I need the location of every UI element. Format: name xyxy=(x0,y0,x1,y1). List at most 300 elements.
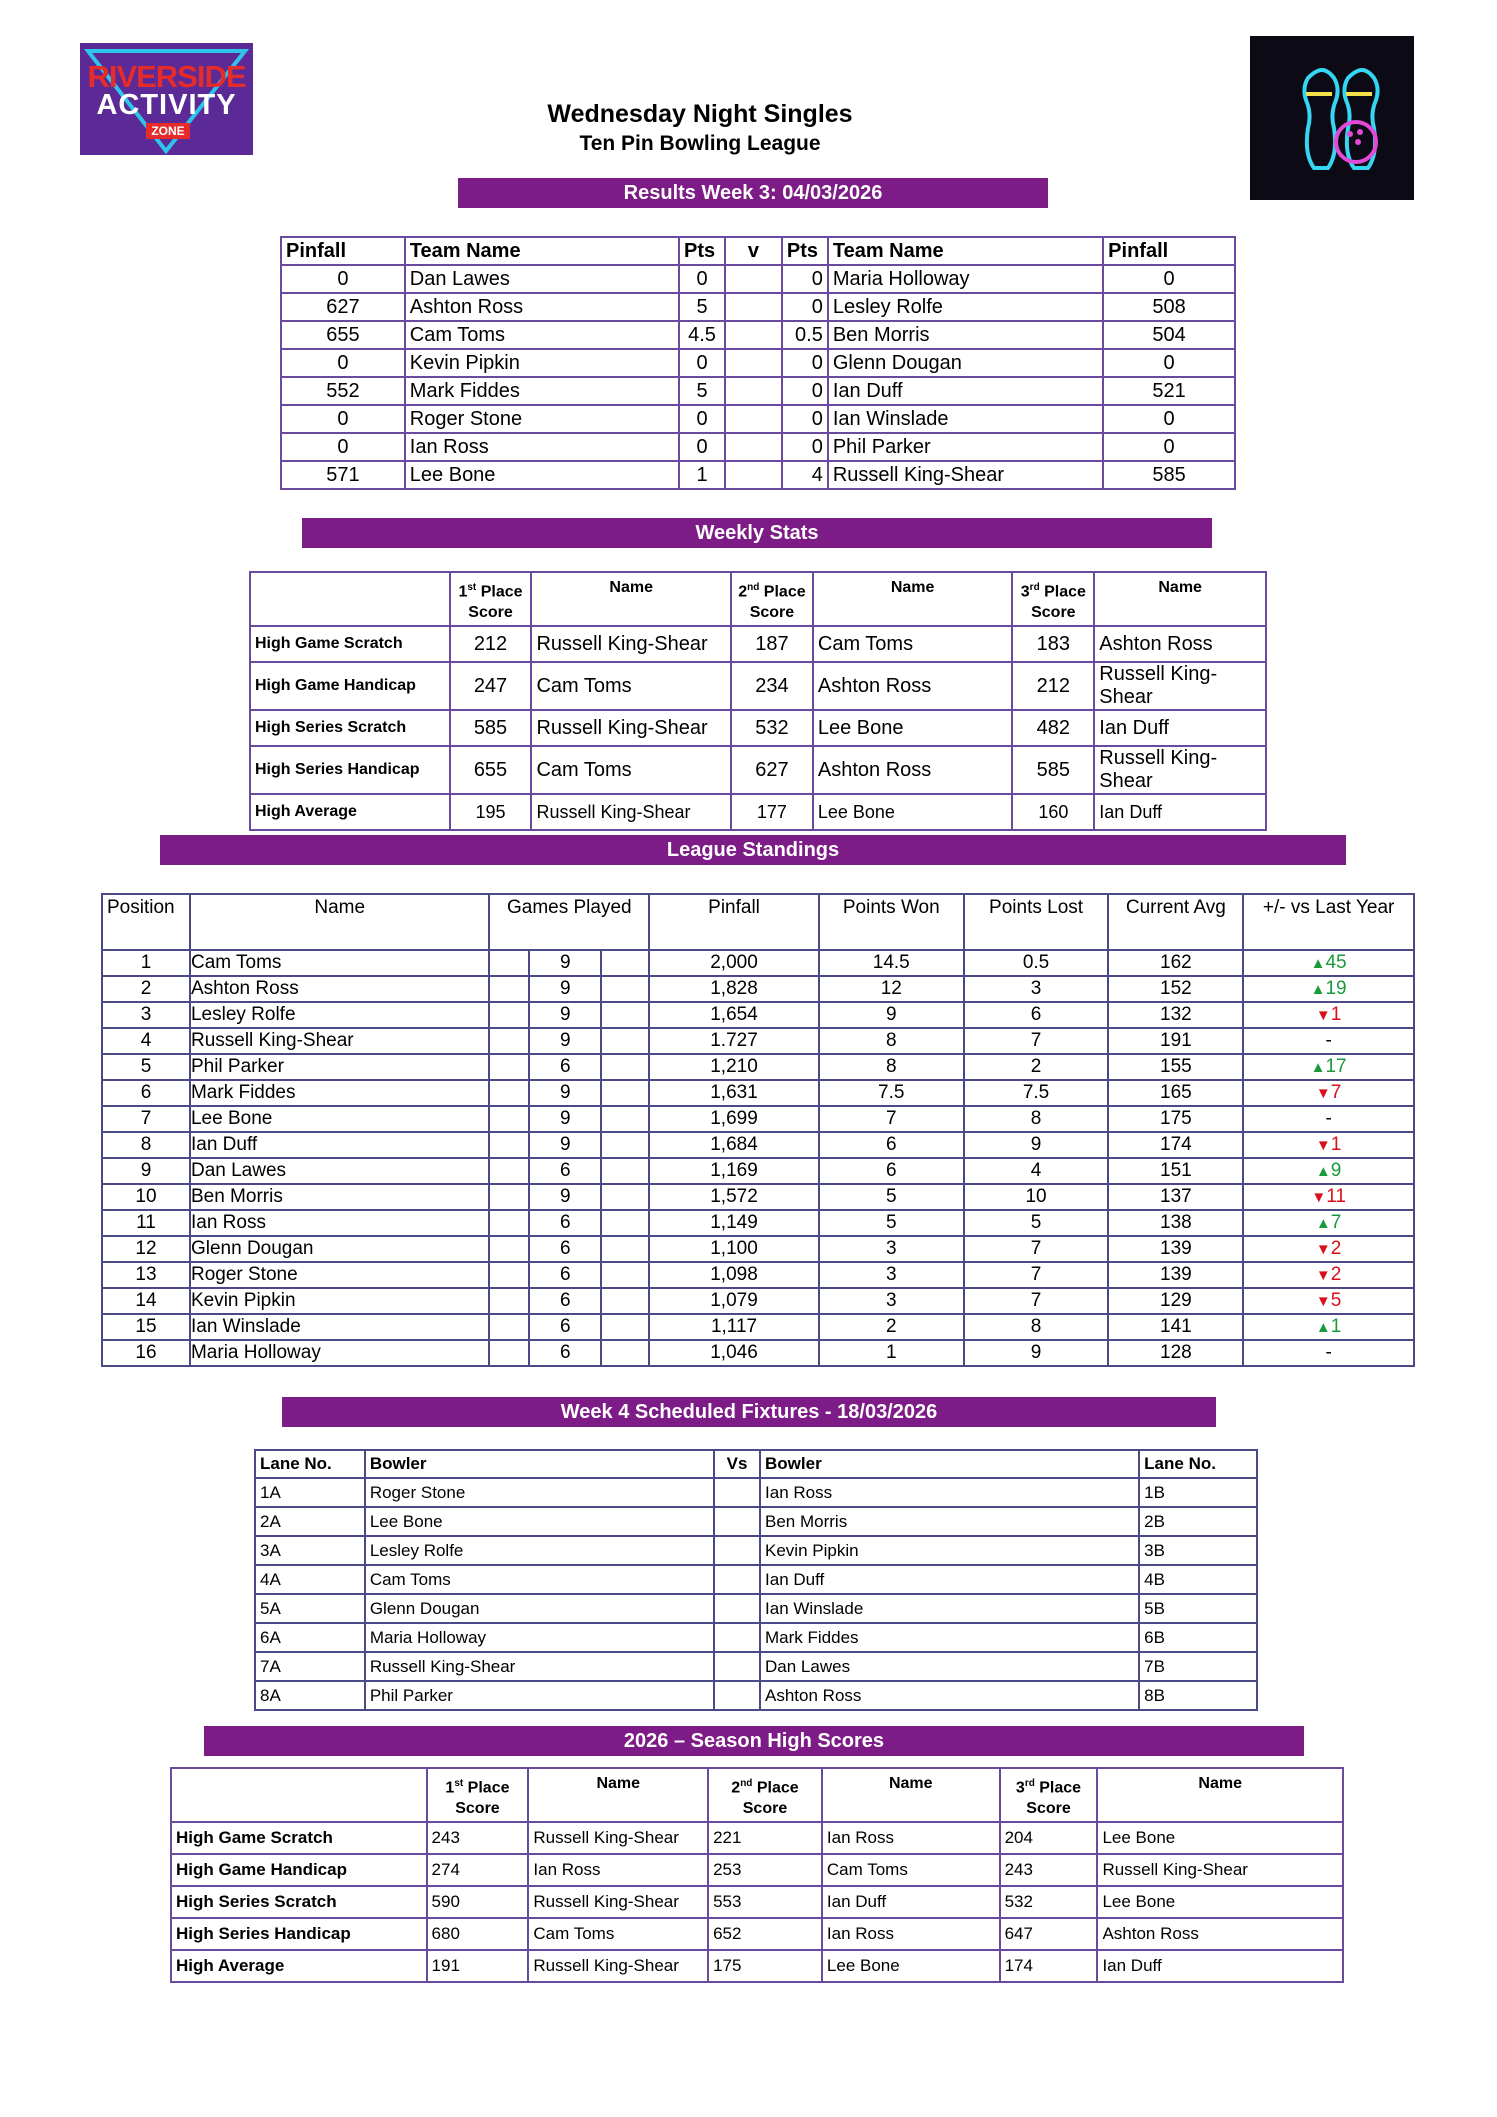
results-cell: Ian Ross xyxy=(405,433,679,461)
season-header-ordinal: 3 xyxy=(1015,1779,1025,1797)
standings-cell: 6 xyxy=(964,1002,1109,1028)
season-header-cell xyxy=(1000,1768,1098,1822)
standings-name: Glenn Dougan xyxy=(190,1236,489,1262)
standings-header-row xyxy=(102,894,1414,950)
standings-spacer xyxy=(601,1288,649,1314)
standings-spacer xyxy=(601,950,649,976)
standings-change-value: - xyxy=(1325,1030,1332,1051)
results-cell xyxy=(725,461,782,489)
fixtures-row xyxy=(255,1652,1257,1681)
fixtures-row xyxy=(255,1507,1257,1536)
season-cell: Ian Ross xyxy=(822,1918,1000,1950)
season-row xyxy=(171,1822,1343,1854)
results-table xyxy=(280,236,1236,490)
triangle-down-icon: ▼ xyxy=(1315,1240,1331,1258)
standings-row xyxy=(102,976,1414,1002)
fixtures-cell xyxy=(714,1652,760,1681)
season-header-name: Name xyxy=(1198,1775,1242,1792)
standings-position: 12 xyxy=(102,1236,190,1262)
standings-row xyxy=(102,1184,1414,1210)
season-header-score: Score xyxy=(455,1800,500,1818)
standings-name: Kevin Pipkin xyxy=(190,1288,489,1314)
standings-position: 13 xyxy=(102,1262,190,1288)
results-cell xyxy=(725,265,782,293)
results-cell: 0 xyxy=(281,433,405,461)
weekly_stats-cell: Ashton Ross xyxy=(813,746,1013,794)
weekly_stats-cell: Russell King-Shear xyxy=(531,710,731,746)
standings-name: Phil Parker xyxy=(190,1054,489,1080)
weekly_stats-header-blank xyxy=(250,572,450,626)
season-header-place: Place xyxy=(1034,1779,1082,1797)
standings-row xyxy=(102,950,1414,976)
season-cell: 204 xyxy=(1000,1822,1098,1854)
standings-cell: 1,098 xyxy=(649,1262,819,1288)
standings-cell: 7 xyxy=(964,1028,1109,1054)
weekly_stats-header-suffix: nd xyxy=(747,582,760,593)
results-cell: 4.5 xyxy=(679,321,725,349)
logo-text-zone: ZONE xyxy=(146,123,190,139)
standings-row xyxy=(102,1132,1414,1158)
standings-row xyxy=(102,1158,1414,1184)
standings-row xyxy=(102,1210,1414,1236)
standings-change-value: 7 xyxy=(1330,1081,1342,1103)
season-header-cell xyxy=(427,1768,529,1822)
weekly_stats-cell: Ashton Ross xyxy=(813,662,1013,710)
weekly_stats-header-cell xyxy=(1012,572,1094,626)
results-cell: 0 xyxy=(281,265,405,293)
results-row xyxy=(281,321,1235,349)
season-cell: High Series Handicap xyxy=(171,1918,427,1950)
standings-cell: 8 xyxy=(819,1028,964,1054)
standings-games: 6 xyxy=(529,1236,601,1262)
results-header-row xyxy=(281,237,1235,265)
season-cell: 680 xyxy=(427,1918,529,1950)
results-cell: Lesley Rolfe xyxy=(828,293,1103,321)
standings-spacer xyxy=(601,1340,649,1366)
weekly_stats-cell: Russell King-Shear xyxy=(1094,662,1266,710)
results-header-cell: Pts xyxy=(782,237,828,265)
results-cell xyxy=(725,377,782,405)
standings-cell: 1,684 xyxy=(649,1132,819,1158)
weekly_stats-row xyxy=(250,626,1266,662)
fixtures-cell: 2B xyxy=(1139,1507,1257,1536)
fixtures-cell: 2A xyxy=(255,1507,365,1536)
fixtures-cell xyxy=(714,1478,760,1507)
results-header-cell: Team Name xyxy=(828,237,1103,265)
season-cell: 647 xyxy=(1000,1918,1098,1950)
standings-row xyxy=(102,1028,1414,1054)
results-cell: 508 xyxy=(1103,293,1235,321)
results-cell: 0 xyxy=(679,349,725,377)
standings-change-value: 17 xyxy=(1325,1055,1347,1077)
results-cell: Ian Winslade xyxy=(828,405,1103,433)
standings-cell: 6 xyxy=(819,1158,964,1184)
weekly_stats-header-name: Name xyxy=(609,579,653,596)
weekly_stats-cell: Cam Toms xyxy=(531,746,731,794)
results-cell xyxy=(725,293,782,321)
standings-spacer xyxy=(489,1132,529,1158)
triangle-up-icon: ▲ xyxy=(1310,954,1326,972)
standings-spacer xyxy=(489,1262,529,1288)
weekly_stats-header-ordinal: 2 xyxy=(738,583,748,601)
standings-change xyxy=(1243,1210,1414,1236)
results-cell: 552 xyxy=(281,377,405,405)
standings-spacer xyxy=(601,1262,649,1288)
fixtures-cell: Cam Toms xyxy=(365,1565,714,1594)
season-cell: High Game Scratch xyxy=(171,1822,427,1854)
standings-cell: 2,000 xyxy=(649,950,819,976)
season-cell: 274 xyxy=(427,1854,529,1886)
weekly_stats-cell: 160 xyxy=(1012,794,1094,830)
fixtures-cell: Dan Lawes xyxy=(760,1652,1139,1681)
season-cell: 532 xyxy=(1000,1886,1098,1918)
standings-cell: 5 xyxy=(964,1210,1109,1236)
standings-row xyxy=(102,1054,1414,1080)
results-cell: Russell King-Shear xyxy=(828,461,1103,489)
league-standings-table xyxy=(101,893,1415,1367)
standings-cell: 1,117 xyxy=(649,1314,819,1340)
results-header-cell: Team Name xyxy=(405,237,679,265)
weekly_stats-header-cell xyxy=(813,572,1013,626)
standings-spacer xyxy=(489,1340,529,1366)
weekly_stats-header-ordinal: 3 xyxy=(1020,583,1030,601)
results-cell: Ben Morris xyxy=(828,321,1103,349)
results-cell: 0 xyxy=(1103,405,1235,433)
standings-cell: 1,046 xyxy=(649,1340,819,1366)
standings-spacer xyxy=(601,1132,649,1158)
season-header-suffix: nd xyxy=(740,1778,753,1789)
weekly_stats-cell: High Series Scratch xyxy=(250,710,450,746)
results-cell: 0 xyxy=(782,405,828,433)
results-cell: 0 xyxy=(679,265,725,293)
fixtures-cell: Ian Duff xyxy=(760,1565,1139,1594)
weekly_stats-header-name: Name xyxy=(890,579,935,596)
weekly-stats-table xyxy=(249,571,1267,831)
standings-header-cell: Points Won xyxy=(819,894,964,950)
season-high-table xyxy=(170,1767,1344,1983)
standings-cell: 0.5 xyxy=(964,950,1109,976)
results-cell: Maria Holloway xyxy=(828,265,1103,293)
standings-cell: 1,654 xyxy=(649,1002,819,1028)
triangle-down-icon: ▼ xyxy=(1315,1136,1331,1154)
standings-cell: 1,100 xyxy=(649,1236,819,1262)
fixtures-header-cell: Bowler xyxy=(760,1450,1139,1478)
standings-change-value: 1 xyxy=(1330,1003,1342,1025)
season-cell: Ian Ross xyxy=(528,1854,708,1886)
results-cell: 0 xyxy=(782,265,828,293)
fixtures-cell: 5B xyxy=(1139,1594,1257,1623)
season-cell: 253 xyxy=(708,1854,822,1886)
standings-position: 4 xyxy=(102,1028,190,1054)
standings-cell: 1,169 xyxy=(649,1158,819,1184)
standings-change-value: 1 xyxy=(1330,1133,1342,1155)
results-cell: 585 xyxy=(1103,461,1235,489)
weekly_stats-cell: 234 xyxy=(731,662,813,710)
standings-cell: 9 xyxy=(964,1340,1109,1366)
results-cell: 0 xyxy=(782,293,828,321)
fixtures-cell: 8B xyxy=(1139,1681,1257,1710)
season-header-suffix: rd xyxy=(1024,1778,1035,1789)
season-cell: Ian Duff xyxy=(822,1886,1000,1918)
season-cell: Ashton Ross xyxy=(1097,1918,1343,1950)
standings-change xyxy=(1243,976,1414,1002)
standings-position: 5 xyxy=(102,1054,190,1080)
standings-spacer xyxy=(601,1002,649,1028)
standings-position: 16 xyxy=(102,1340,190,1366)
logo-text-activity: ACTIVITY xyxy=(96,89,237,121)
standings-cell: 132 xyxy=(1108,1002,1243,1028)
standings-spacer xyxy=(601,976,649,1002)
results-row xyxy=(281,377,1235,405)
weekly_stats-header-row xyxy=(250,572,1266,626)
standings-cell: 7 xyxy=(819,1106,964,1132)
weekly_stats-header-suffix: rd xyxy=(1029,582,1040,593)
season-row xyxy=(171,1854,1343,1886)
standings-spacer xyxy=(601,1106,649,1132)
weekly_stats-cell: Russell King-Shear xyxy=(531,626,731,662)
standings-cell: 12 xyxy=(819,976,964,1002)
standings-row xyxy=(102,1262,1414,1288)
standings-cell: 8 xyxy=(964,1314,1109,1340)
standings-row xyxy=(102,1288,1414,1314)
standings-cell: 1,572 xyxy=(649,1184,819,1210)
triangle-down-icon: ▼ xyxy=(1315,1266,1331,1284)
triangle-up-icon: ▲ xyxy=(1310,1058,1326,1076)
weekly_stats-cell: Cam Toms xyxy=(813,626,1013,662)
weekly_stats-cell: 195 xyxy=(450,794,532,830)
standings-change-value: - xyxy=(1325,1108,1332,1129)
standings-position: 3 xyxy=(102,1002,190,1028)
season-cell: 553 xyxy=(708,1886,822,1918)
standings-row xyxy=(102,1314,1414,1340)
weekly_stats-header-suffix: st xyxy=(467,582,477,593)
weekly_stats-header-score: Score xyxy=(1031,604,1076,622)
standings-cell: 139 xyxy=(1108,1262,1243,1288)
season-cell: Ian Ross xyxy=(822,1822,1000,1854)
results-row xyxy=(281,405,1235,433)
standings-cell: 7 xyxy=(964,1236,1109,1262)
results-cell: 4 xyxy=(782,461,828,489)
season-header-suffix: st xyxy=(454,1778,464,1789)
standings-cell: 162 xyxy=(1108,950,1243,976)
standings-row xyxy=(102,1236,1414,1262)
fixtures-cell: 6B xyxy=(1139,1623,1257,1652)
standings-games: 6 xyxy=(529,1210,601,1236)
standings-spacer xyxy=(601,1080,649,1106)
results-cell: 0 xyxy=(1103,265,1235,293)
season-cell: 652 xyxy=(708,1918,822,1950)
results-cell xyxy=(725,321,782,349)
weekly_stats-header-place: Place xyxy=(1039,583,1086,601)
standings-change xyxy=(1243,1132,1414,1158)
fixtures-header-cell: Lane No. xyxy=(255,1450,365,1478)
season-cell: Lee Bone xyxy=(1097,1886,1343,1918)
standings-change-value: 1 xyxy=(1330,1315,1342,1337)
results-cell: 0 xyxy=(1103,349,1235,377)
results-cell: 5 xyxy=(679,377,725,405)
standings-header-cell: +/- vs Last Year xyxy=(1243,894,1414,950)
weekly_stats-cell: 585 xyxy=(450,710,532,746)
fixtures-cell: 5A xyxy=(255,1594,365,1623)
fixtures-cell: 3A xyxy=(255,1536,365,1565)
results-cell: 0 xyxy=(1103,433,1235,461)
fixtures-cell: Lesley Rolfe xyxy=(365,1536,714,1565)
fixtures-row xyxy=(255,1681,1257,1710)
season-header-name: Name xyxy=(888,1775,933,1792)
fixtures-cell: 6A xyxy=(255,1623,365,1652)
weekly-stats-banner: Weekly Stats xyxy=(302,518,1212,548)
standings-games: 9 xyxy=(529,1002,601,1028)
results-cell: 571 xyxy=(281,461,405,489)
standings-cell: 7.5 xyxy=(819,1080,964,1106)
fixtures-row xyxy=(255,1536,1257,1565)
standings-games: 9 xyxy=(529,1132,601,1158)
standings-change-value: 7 xyxy=(1330,1211,1342,1233)
standings-games: 9 xyxy=(529,1028,601,1054)
fixtures-cell: 3B xyxy=(1139,1536,1257,1565)
standings-cell: 138 xyxy=(1108,1210,1243,1236)
standings-change-value: 11 xyxy=(1326,1185,1346,1207)
fixtures-row xyxy=(255,1565,1257,1594)
season-header-place: Place xyxy=(752,1779,799,1797)
standings-spacer xyxy=(489,1210,529,1236)
fixtures-row xyxy=(255,1478,1257,1507)
fixtures-cell: 1A xyxy=(255,1478,365,1507)
fixtures-cell: Phil Parker xyxy=(365,1681,714,1710)
weekly_stats-header-ordinal: 1 xyxy=(458,583,468,601)
standings-spacer xyxy=(601,1158,649,1184)
fixtures-row xyxy=(255,1594,1257,1623)
standings-cell: 129 xyxy=(1108,1288,1243,1314)
page-subtitle: Ten Pin Bowling League xyxy=(579,132,821,155)
results-row xyxy=(281,265,1235,293)
results-cell: Ian Duff xyxy=(828,377,1103,405)
standings-spacer xyxy=(489,1288,529,1314)
fixtures-cell: 1B xyxy=(1139,1478,1257,1507)
fixtures-cell: 7A xyxy=(255,1652,365,1681)
season-header-ordinal: 1 xyxy=(445,1779,455,1797)
weekly_stats-cell: 482 xyxy=(1012,710,1094,746)
standings-cell: 8 xyxy=(819,1054,964,1080)
results-cell xyxy=(725,405,782,433)
season-cell: Russell King-Shear xyxy=(1097,1854,1343,1886)
standings-header-cell: Current Avg xyxy=(1108,894,1243,950)
weekly_stats-cell: 212 xyxy=(1012,662,1094,710)
standings-position: 15 xyxy=(102,1314,190,1340)
results-cell: 0 xyxy=(679,405,725,433)
season-header-score: Score xyxy=(1026,1800,1071,1818)
league-standings-banner: League Standings xyxy=(160,835,1346,865)
season-row xyxy=(171,1950,1343,1982)
season-cell: High Series Scratch xyxy=(171,1886,427,1918)
standings-cell: 2 xyxy=(964,1054,1109,1080)
season-cell: Cam Toms xyxy=(822,1854,1000,1886)
standings-cell: 1,631 xyxy=(649,1080,819,1106)
results-cell: 0 xyxy=(782,433,828,461)
standings-cell: 141 xyxy=(1108,1314,1243,1340)
triangle-down-icon: ▼ xyxy=(1315,1292,1331,1310)
standings-cell: 174 xyxy=(1108,1132,1243,1158)
fixtures-cell: Ashton Ross xyxy=(760,1681,1139,1710)
season-cell: Russell King-Shear xyxy=(528,1950,708,1982)
season-header-blank xyxy=(171,1768,427,1822)
standings-cell: 139 xyxy=(1108,1236,1243,1262)
season-cell: 221 xyxy=(708,1822,822,1854)
fixtures-row xyxy=(255,1623,1257,1652)
standings-cell: 5 xyxy=(819,1184,964,1210)
standings-spacer xyxy=(601,1210,649,1236)
weekly_stats-cell: Russell King-Shear xyxy=(531,794,731,830)
standings-cell: 1.727 xyxy=(649,1028,819,1054)
standings-name: Maria Holloway xyxy=(190,1340,489,1366)
weekly_stats-cell: 212 xyxy=(450,626,532,662)
weekly_stats-header-score: Score xyxy=(468,604,513,622)
results-cell: Glenn Dougan xyxy=(828,349,1103,377)
fixtures-cell: Ian Ross xyxy=(760,1478,1139,1507)
riverside-logo xyxy=(80,43,253,155)
standings-change xyxy=(1243,1314,1414,1340)
standings-cell: 2 xyxy=(819,1314,964,1340)
results-cell: 0 xyxy=(782,349,828,377)
standings-cell: 8 xyxy=(964,1106,1109,1132)
results-cell: 0 xyxy=(281,349,405,377)
results-banner: Results Week 3: 04/03/2026 xyxy=(458,178,1048,208)
results-cell: 0 xyxy=(782,377,828,405)
standings-cell: 1,828 xyxy=(649,976,819,1002)
standings-cell: 151 xyxy=(1108,1158,1243,1184)
standings-name: Ashton Ross xyxy=(190,976,489,1002)
page-title: Wednesday Night Singles xyxy=(547,100,853,128)
standings-row xyxy=(102,1002,1414,1028)
weekly_stats-cell: 585 xyxy=(1012,746,1094,794)
weekly_stats-cell: Ashton Ross xyxy=(1094,626,1266,662)
weekly_stats-cell: Lee Bone xyxy=(813,794,1013,830)
fixtures-header-cell: Bowler xyxy=(365,1450,714,1478)
standings-header-cell: Pinfall xyxy=(649,894,819,950)
fixtures-header-cell: Lane No. xyxy=(1139,1450,1257,1478)
fixtures-cell xyxy=(714,1681,760,1710)
standings-name: Lesley Rolfe xyxy=(190,1002,489,1028)
results-cell: Ashton Ross xyxy=(405,293,679,321)
standings-position: 6 xyxy=(102,1080,190,1106)
fixtures-cell: 7B xyxy=(1139,1652,1257,1681)
results-row xyxy=(281,433,1235,461)
weekly_stats-cell: 247 xyxy=(450,662,532,710)
triangle-up-icon: ▲ xyxy=(1315,1318,1331,1336)
results-cell: Dan Lawes xyxy=(405,265,679,293)
season-cell: 174 xyxy=(1000,1950,1098,1982)
season-header-cell xyxy=(1097,1768,1343,1822)
weekly_stats-cell: Ian Duff xyxy=(1094,794,1266,830)
standings-change xyxy=(1243,1262,1414,1288)
standings-spacer xyxy=(489,1054,529,1080)
standings-header-cell: Points Lost xyxy=(964,894,1109,950)
standings-row xyxy=(102,1106,1414,1132)
fixtures-header-cell: Vs xyxy=(714,1450,760,1478)
season-cell: Ian Duff xyxy=(1097,1950,1343,1982)
standings-spacer xyxy=(489,976,529,1002)
standings-cell: 3 xyxy=(819,1262,964,1288)
season-cell: 590 xyxy=(427,1886,529,1918)
standings-cell: 1 xyxy=(819,1340,964,1366)
standings-change-value: - xyxy=(1325,1342,1332,1363)
results-header-cell: Pinfall xyxy=(281,237,405,265)
season-cell: Russell King-Shear xyxy=(528,1886,708,1918)
season-cell: High Game Handicap xyxy=(171,1854,427,1886)
standings-spacer xyxy=(601,1236,649,1262)
weekly_stats-cell: 655 xyxy=(450,746,532,794)
weekly_stats-cell: 183 xyxy=(1012,626,1094,662)
